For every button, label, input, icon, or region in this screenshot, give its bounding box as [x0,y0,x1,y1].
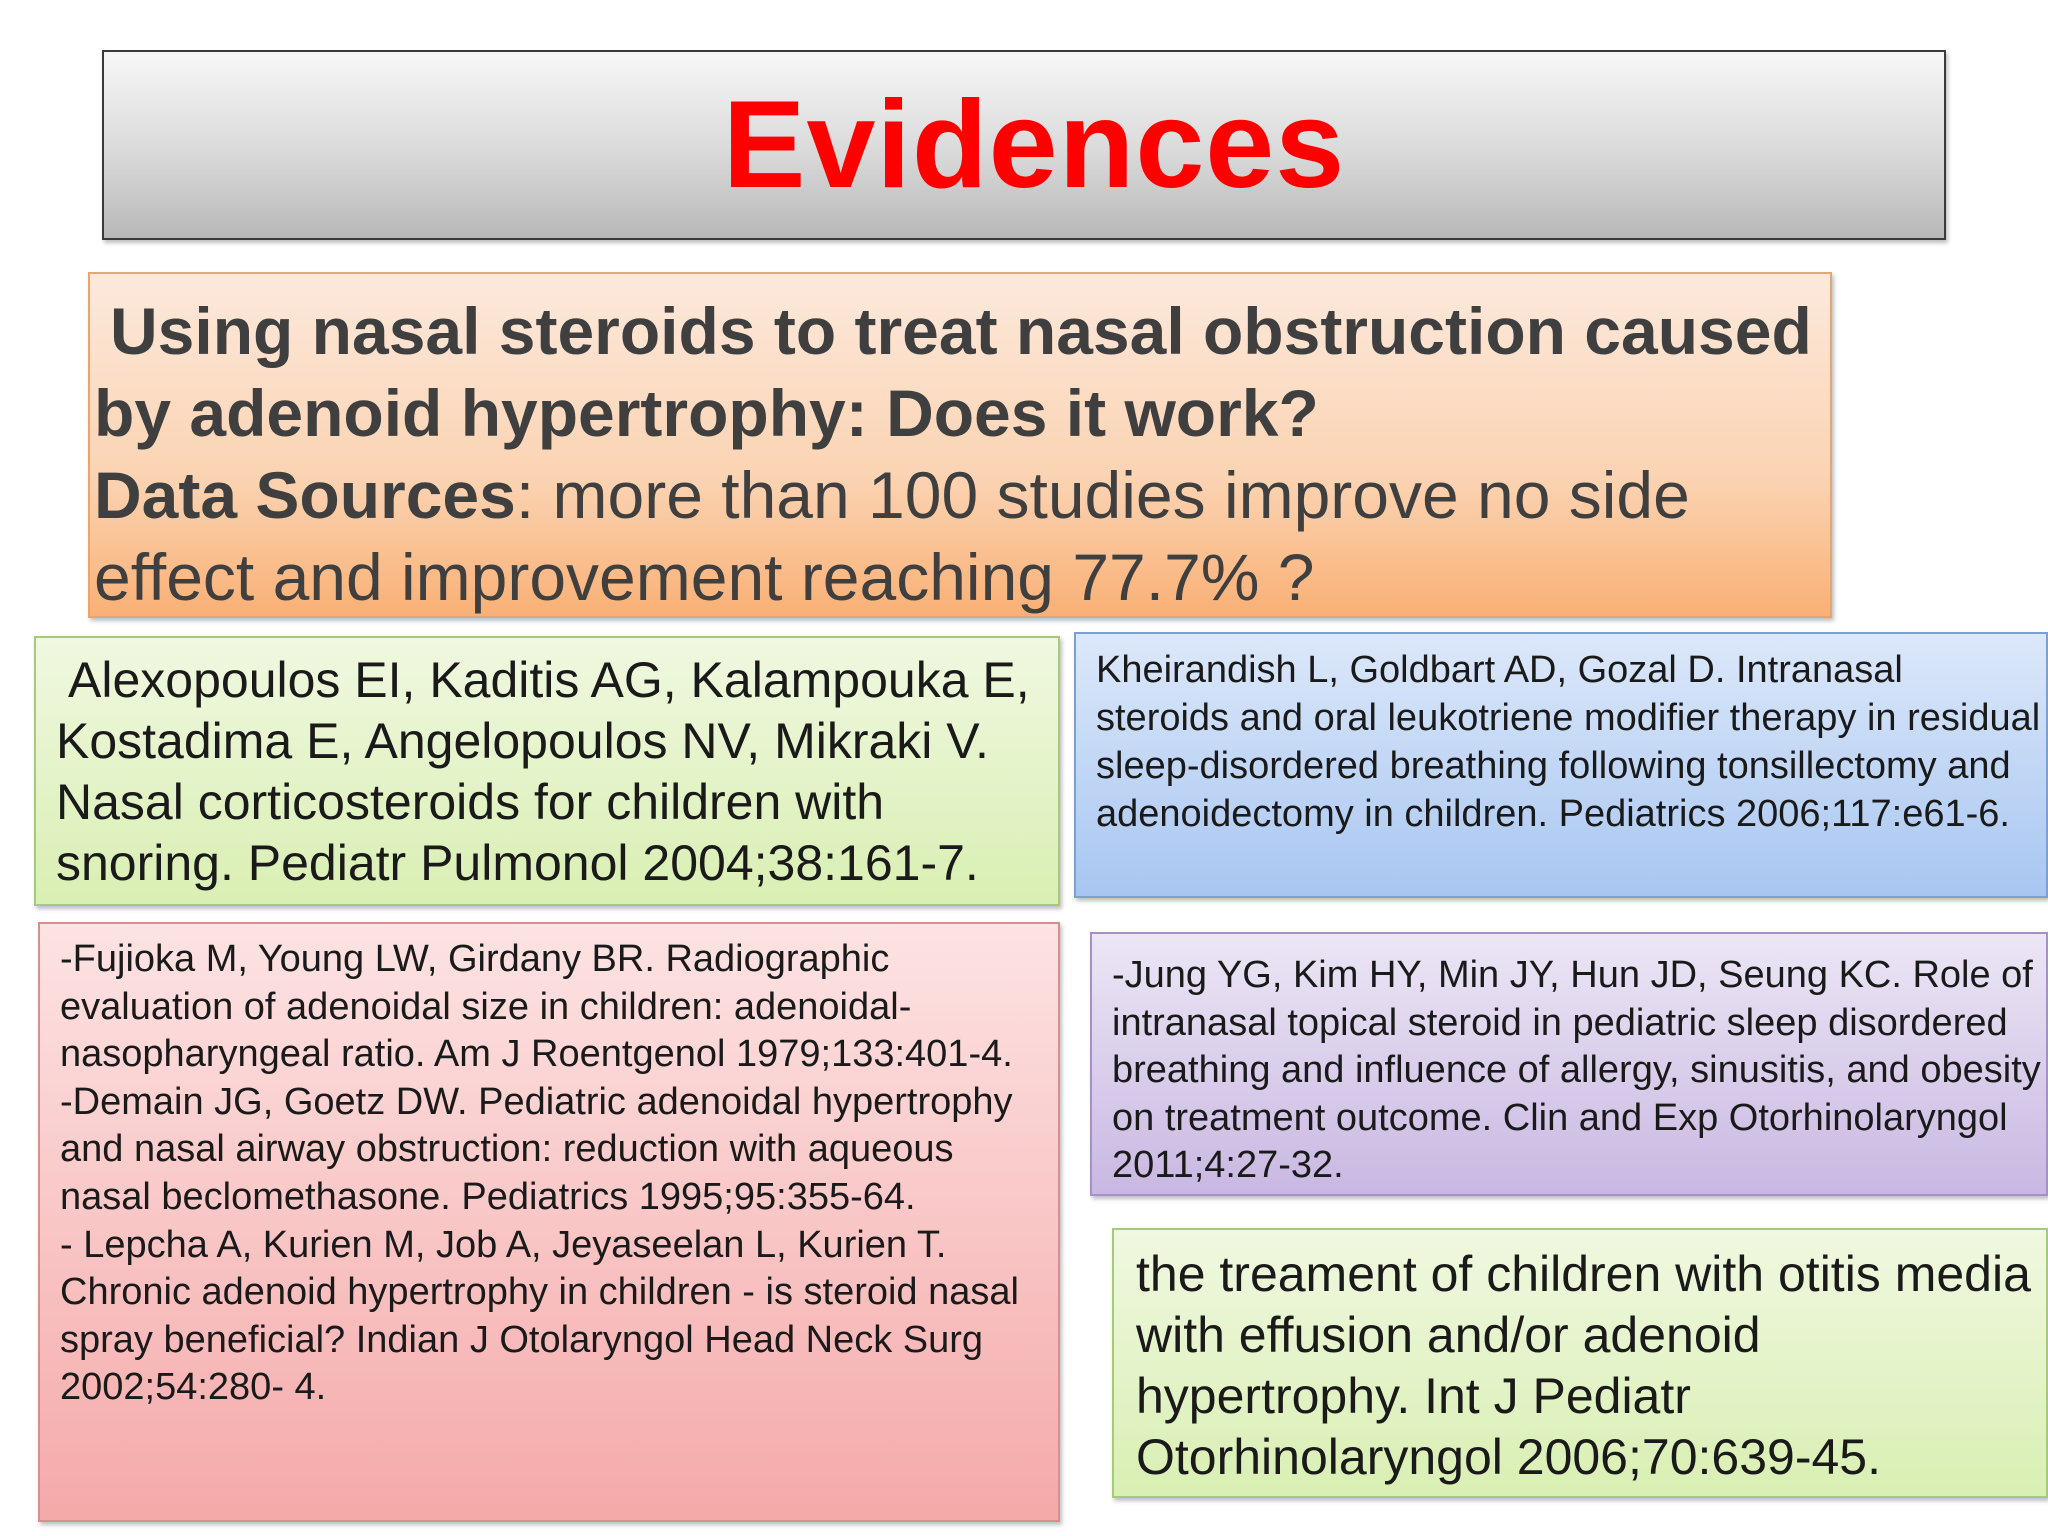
data-sources-text [94,454,1822,618]
reference-text-jung: -Jung YG, Kim HY, Min JY, Hun JD, Seung KC. Role of intranasal topical steroid in pediatric sleep disordered breathing and influence of allergy, sinusitis, and obesity on treatment outcome. Clin and Exp Otorhinolaryngol 2011;4:27-32. [1112,954,2041,1187]
title-banner [102,50,1946,240]
reference-box-multiple [38,922,1060,1522]
reference-text-alexopoulos: Alexopoulos EI, Kaditis AG, Kalampouka E, Kostadima E, Angelopoulos NV, Mikraki V. Nasal corticosteroids for children with snoring. Pediatr Pulmonol 2004;38:161-7. [56,652,1030,891]
reference-text-lepcha: - Lepcha A, Kurien M, Job A, Jeyaseelan L, Kurien T. Chronic adenoid hypertrophy in children - is steroid nasal spray beneficial? Indian J Otolaryngol Head Neck Surg 2002;54:280- 4. [60,1223,1019,1409]
reference-text-demain: -Demain JG, Goetz DW. Pediatric adenoidal hypertrophy and nasal airway obstruction: reduction with aqueous nasal beclomethasone. Pediatrics 1995;95:355-64. [60,1080,1013,1218]
reference-text-kheirandish: Kheirandish L, Goldbart AD, Gozal D. Intranasal steroids and oral leukotriene modifier therapy in residual sleep-disordered breathing following tonsillectomy and adenoidectomy in children. Pediatrics 2006;117:e61-6. [1096,649,2041,835]
slide-title: Evidences [722,76,1346,214]
data-sources-value: : more than 100 studies improve no side effect and improvement reaching 77.7% ? [94,458,1690,614]
question-title: Using nasal steroids to treat nasal obstruction caused by adenoid hypertrophy: Does it work? [94,294,1812,450]
reference-text-fujioka: -Fujioka M, Young LW, Girdany BR. Radiographic evaluation of adenoidal size in children: adenoidal-nasopharyngeal ratio. Am J Roentgenol 1979;133:401-4. [60,938,1013,1076]
question-box [88,272,1832,618]
data-sources-label: Data Sources [94,458,516,532]
reference-box-kheirandish [1074,632,2048,898]
reference-box-alexopoulos [34,636,1060,906]
reference-box-jung [1090,932,2048,1196]
reference-text-otitis: the treament of children with otitis media with effusion and/or adenoid hypertrophy. Int J Pediatr Otorhinolaryngol 2006;70:639-45. [1136,1246,2031,1485]
reference-box-otitis [1112,1228,2048,1498]
